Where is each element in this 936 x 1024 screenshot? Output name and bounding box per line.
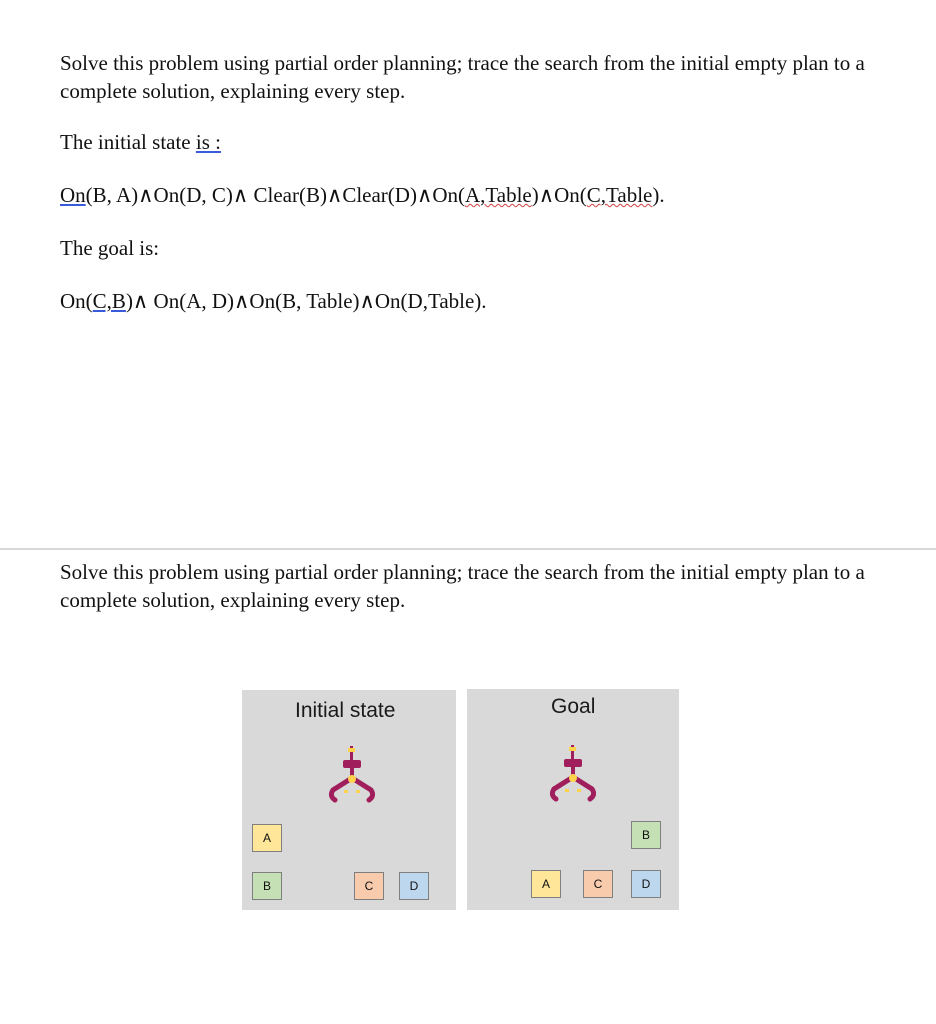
- goal-panel: [467, 689, 679, 910]
- formula-segment: On(: [60, 289, 93, 313]
- initial-label-prefix: The initial state: [60, 130, 196, 154]
- goal-formula: [60, 287, 487, 315]
- goal-title: Goal: [551, 695, 596, 718]
- formula-wavy-a-table: A,Table: [464, 183, 532, 207]
- formula-underlined-c-b: C,B: [92, 289, 126, 313]
- second-question-intro: Solve this problem using partial order planning; trace the search from the initial empty plan to a complete solution, explaining every step.: [60, 560, 865, 612]
- formula-segment: ).: [652, 183, 665, 207]
- initial-label-underlined: is :: [195, 130, 221, 154]
- initial-state-label: [60, 128, 221, 156]
- formula-on-underlined: On: [60, 183, 86, 207]
- block-label: C: [364, 879, 374, 893]
- formula-segment: (B, A)∧On(D, C)∧ Clear(B)∧Clear(D)∧On(: [85, 183, 465, 207]
- formula-segment: )∧On(: [531, 183, 587, 207]
- block-d: [631, 870, 661, 898]
- block-c: [583, 870, 613, 898]
- block-label: D: [641, 877, 651, 891]
- section-divider: [0, 548, 936, 550]
- initial-state-panel: [242, 690, 456, 910]
- initial-state-title: Initial state: [295, 699, 396, 722]
- block-d: [399, 872, 429, 900]
- block-label: B: [262, 879, 271, 893]
- block-label: C: [593, 877, 603, 891]
- robot-claw-icon: [327, 746, 377, 816]
- block-label: A: [541, 877, 550, 891]
- block-b: [631, 821, 661, 849]
- question-intro: Solve this problem using partial order planning; trace the search from the initial empty plan to a complete solution, explaining every step.: [60, 51, 865, 103]
- formula-segment: )∧ On(A, D)∧On(B, Table)∧On(D,Table).: [125, 289, 487, 313]
- block-b: [252, 872, 282, 900]
- block-label: B: [641, 828, 650, 842]
- robot-claw-icon: [548, 745, 598, 815]
- block-label: D: [409, 879, 419, 893]
- block-label: A: [262, 831, 271, 845]
- block-c: [354, 872, 384, 900]
- formula-wavy-c-table: C,Table: [586, 183, 653, 207]
- goal-label: The goal is:: [60, 236, 160, 260]
- block-a: [531, 870, 561, 898]
- initial-state-formula: [60, 181, 665, 209]
- block-a: [252, 824, 282, 852]
